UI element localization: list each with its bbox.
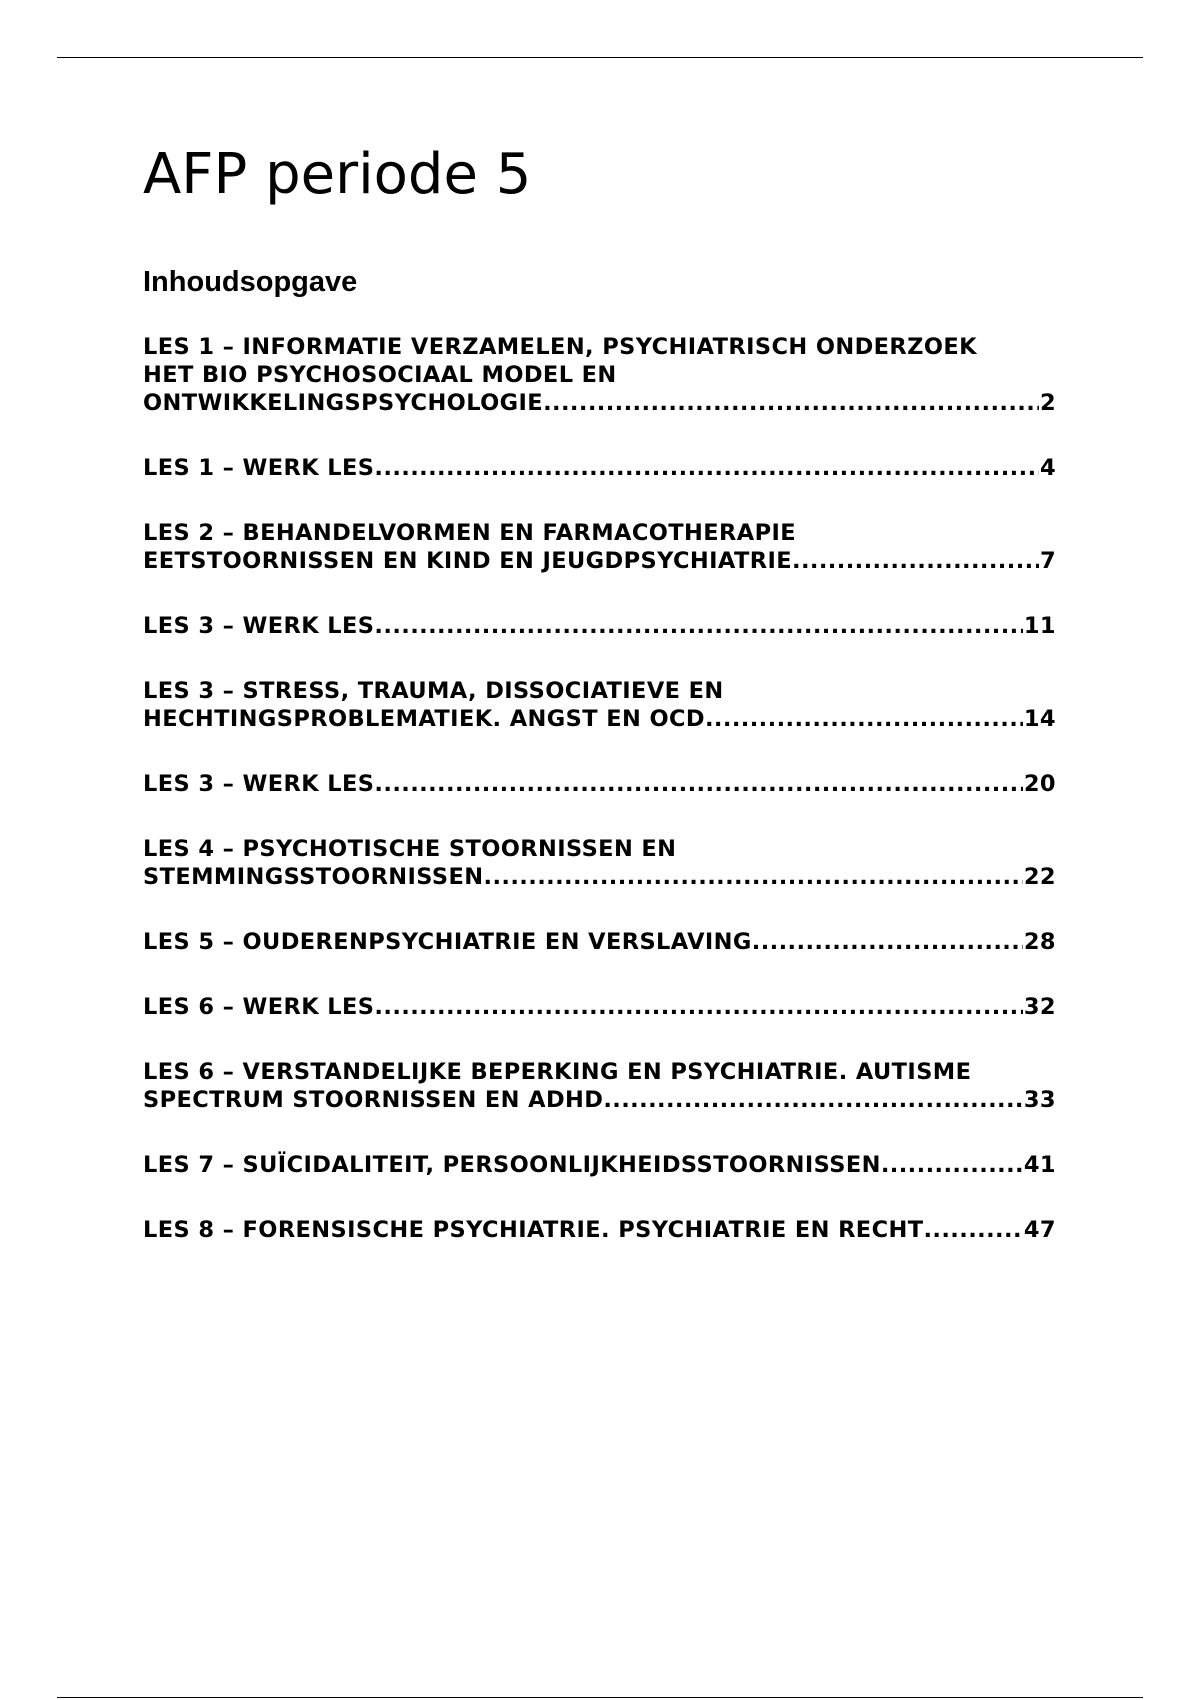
toc-page-number: 32 <box>1023 994 1056 1020</box>
toc-dot-leader <box>484 863 1023 891</box>
toc-page-number: 20 <box>1023 771 1056 797</box>
toc-page-number: 2 <box>1039 390 1056 416</box>
toc-entry-line <box>143 928 1056 956</box>
toc-entry-text: LES 6 – WERK LES <box>143 994 375 1020</box>
toc-entry-line <box>143 1086 1056 1114</box>
toc-entry[interactable] <box>143 1216 1056 1244</box>
toc-entry-text: LES 2 – BEHANDELVORMEN EN FARMACOTHERAPIE <box>143 520 797 546</box>
toc-entry-line <box>143 1216 1056 1244</box>
toc-entry-line <box>143 1151 1056 1179</box>
toc-entry-line <box>143 770 1056 798</box>
toc-dot-leader <box>374 770 1022 798</box>
table-of-contents <box>143 333 1056 1281</box>
toc-entry[interactable] <box>143 928 1056 956</box>
toc-entry-text: EETSTOORNISSEN EN KIND EN JEUGDPSYCHIATRIE <box>143 548 793 574</box>
toc-page-number: 28 <box>1023 929 1056 955</box>
toc-entry[interactable] <box>143 1151 1056 1179</box>
toc-dot-leader <box>603 1086 1023 1114</box>
toc-dot-leader <box>923 1216 1022 1244</box>
toc-entry[interactable] <box>143 1058 1056 1114</box>
toc-entry-text: LES 3 – STRESS, TRAUMA, DISSOCIATIEVE EN <box>143 678 724 704</box>
toc-entry-line <box>143 863 1056 891</box>
toc-page-number: 33 <box>1023 1087 1056 1113</box>
toc-page-number: 41 <box>1023 1152 1056 1178</box>
toc-entry-text: LES 7 – SUÏCIDALITEIT, PERSOONLIJKHEIDSSTOORNISSEN <box>143 1152 881 1178</box>
toc-entry-text: LES 6 – VERSTANDELIJKE BEPERKING EN PSYCHIATRIE. AUTISME <box>143 1059 972 1085</box>
toc-dot-leader <box>792 547 1039 575</box>
toc-dot-leader <box>374 612 1022 640</box>
toc-entry-line <box>143 705 1056 733</box>
toc-entry[interactable] <box>143 519 1056 575</box>
footer-rule <box>57 1697 1143 1698</box>
toc-entry[interactable] <box>143 835 1056 891</box>
toc-entry-text: LES 4 – PSYCHOTISCHE STOORNISSEN EN <box>143 836 677 862</box>
toc-entry[interactable] <box>143 993 1056 1021</box>
toc-heading: Inhoudsopgave <box>143 266 358 298</box>
toc-entry-text: LES 3 – WERK LES <box>143 613 375 639</box>
toc-entry-text: HECHTINGSPROBLEMATIEK. ANGST EN OCD <box>143 706 705 732</box>
toc-entry-line <box>143 454 1056 482</box>
toc-dot-leader <box>705 705 1023 733</box>
toc-entry-text: LES 3 – WERK LES <box>143 771 375 797</box>
toc-page-number: 22 <box>1023 864 1056 890</box>
toc-page-number: 14 <box>1023 706 1056 732</box>
toc-entry-text: LES 1 – INFORMATIE VERZAMELEN, PSYCHIATRISCH ONDERZOEK <box>143 334 978 360</box>
header-rule <box>57 57 1143 58</box>
toc-entry-text: STEMMINGSSTOORNISSEN <box>143 864 484 890</box>
toc-page-number: 4 <box>1039 455 1056 481</box>
toc-entry-text: LES 5 – OUDERENPSYCHIATRIE EN VERSLAVING <box>143 929 752 955</box>
toc-page-number: 47 <box>1023 1217 1056 1243</box>
toc-entry[interactable] <box>143 454 1056 482</box>
toc-page-number: 7 <box>1039 548 1056 574</box>
toc-entry-line <box>143 389 1056 417</box>
toc-dot-leader <box>543 389 1039 417</box>
toc-entry-text: LES 1 – WERK LES <box>143 455 375 481</box>
toc-dot-leader <box>752 928 1023 956</box>
toc-dot-leader <box>374 993 1022 1021</box>
toc-entry-text: ONTWIKKELINGSPSYCHOLOGIE <box>143 390 544 416</box>
toc-dot-leader <box>374 454 1039 482</box>
toc-entry[interactable] <box>143 612 1056 640</box>
document-title: AFP periode 5 <box>143 142 532 207</box>
toc-entry-line <box>143 612 1056 640</box>
toc-page-number: 11 <box>1023 613 1056 639</box>
toc-dot-leader <box>881 1151 1023 1179</box>
toc-entry-text: HET BIO PSYCHOSOCIAAL MODEL EN <box>143 362 617 388</box>
toc-entry-line <box>143 547 1056 575</box>
toc-entry-line <box>143 993 1056 1021</box>
toc-entry-text: SPECTRUM STOORNISSEN EN ADHD <box>143 1087 604 1113</box>
toc-entry[interactable] <box>143 770 1056 798</box>
toc-entry[interactable] <box>143 333 1056 417</box>
toc-entry[interactable] <box>143 677 1056 733</box>
toc-entry-text: LES 8 – FORENSISCHE PSYCHIATRIE. PSYCHIATRIE EN RECHT <box>143 1217 924 1243</box>
